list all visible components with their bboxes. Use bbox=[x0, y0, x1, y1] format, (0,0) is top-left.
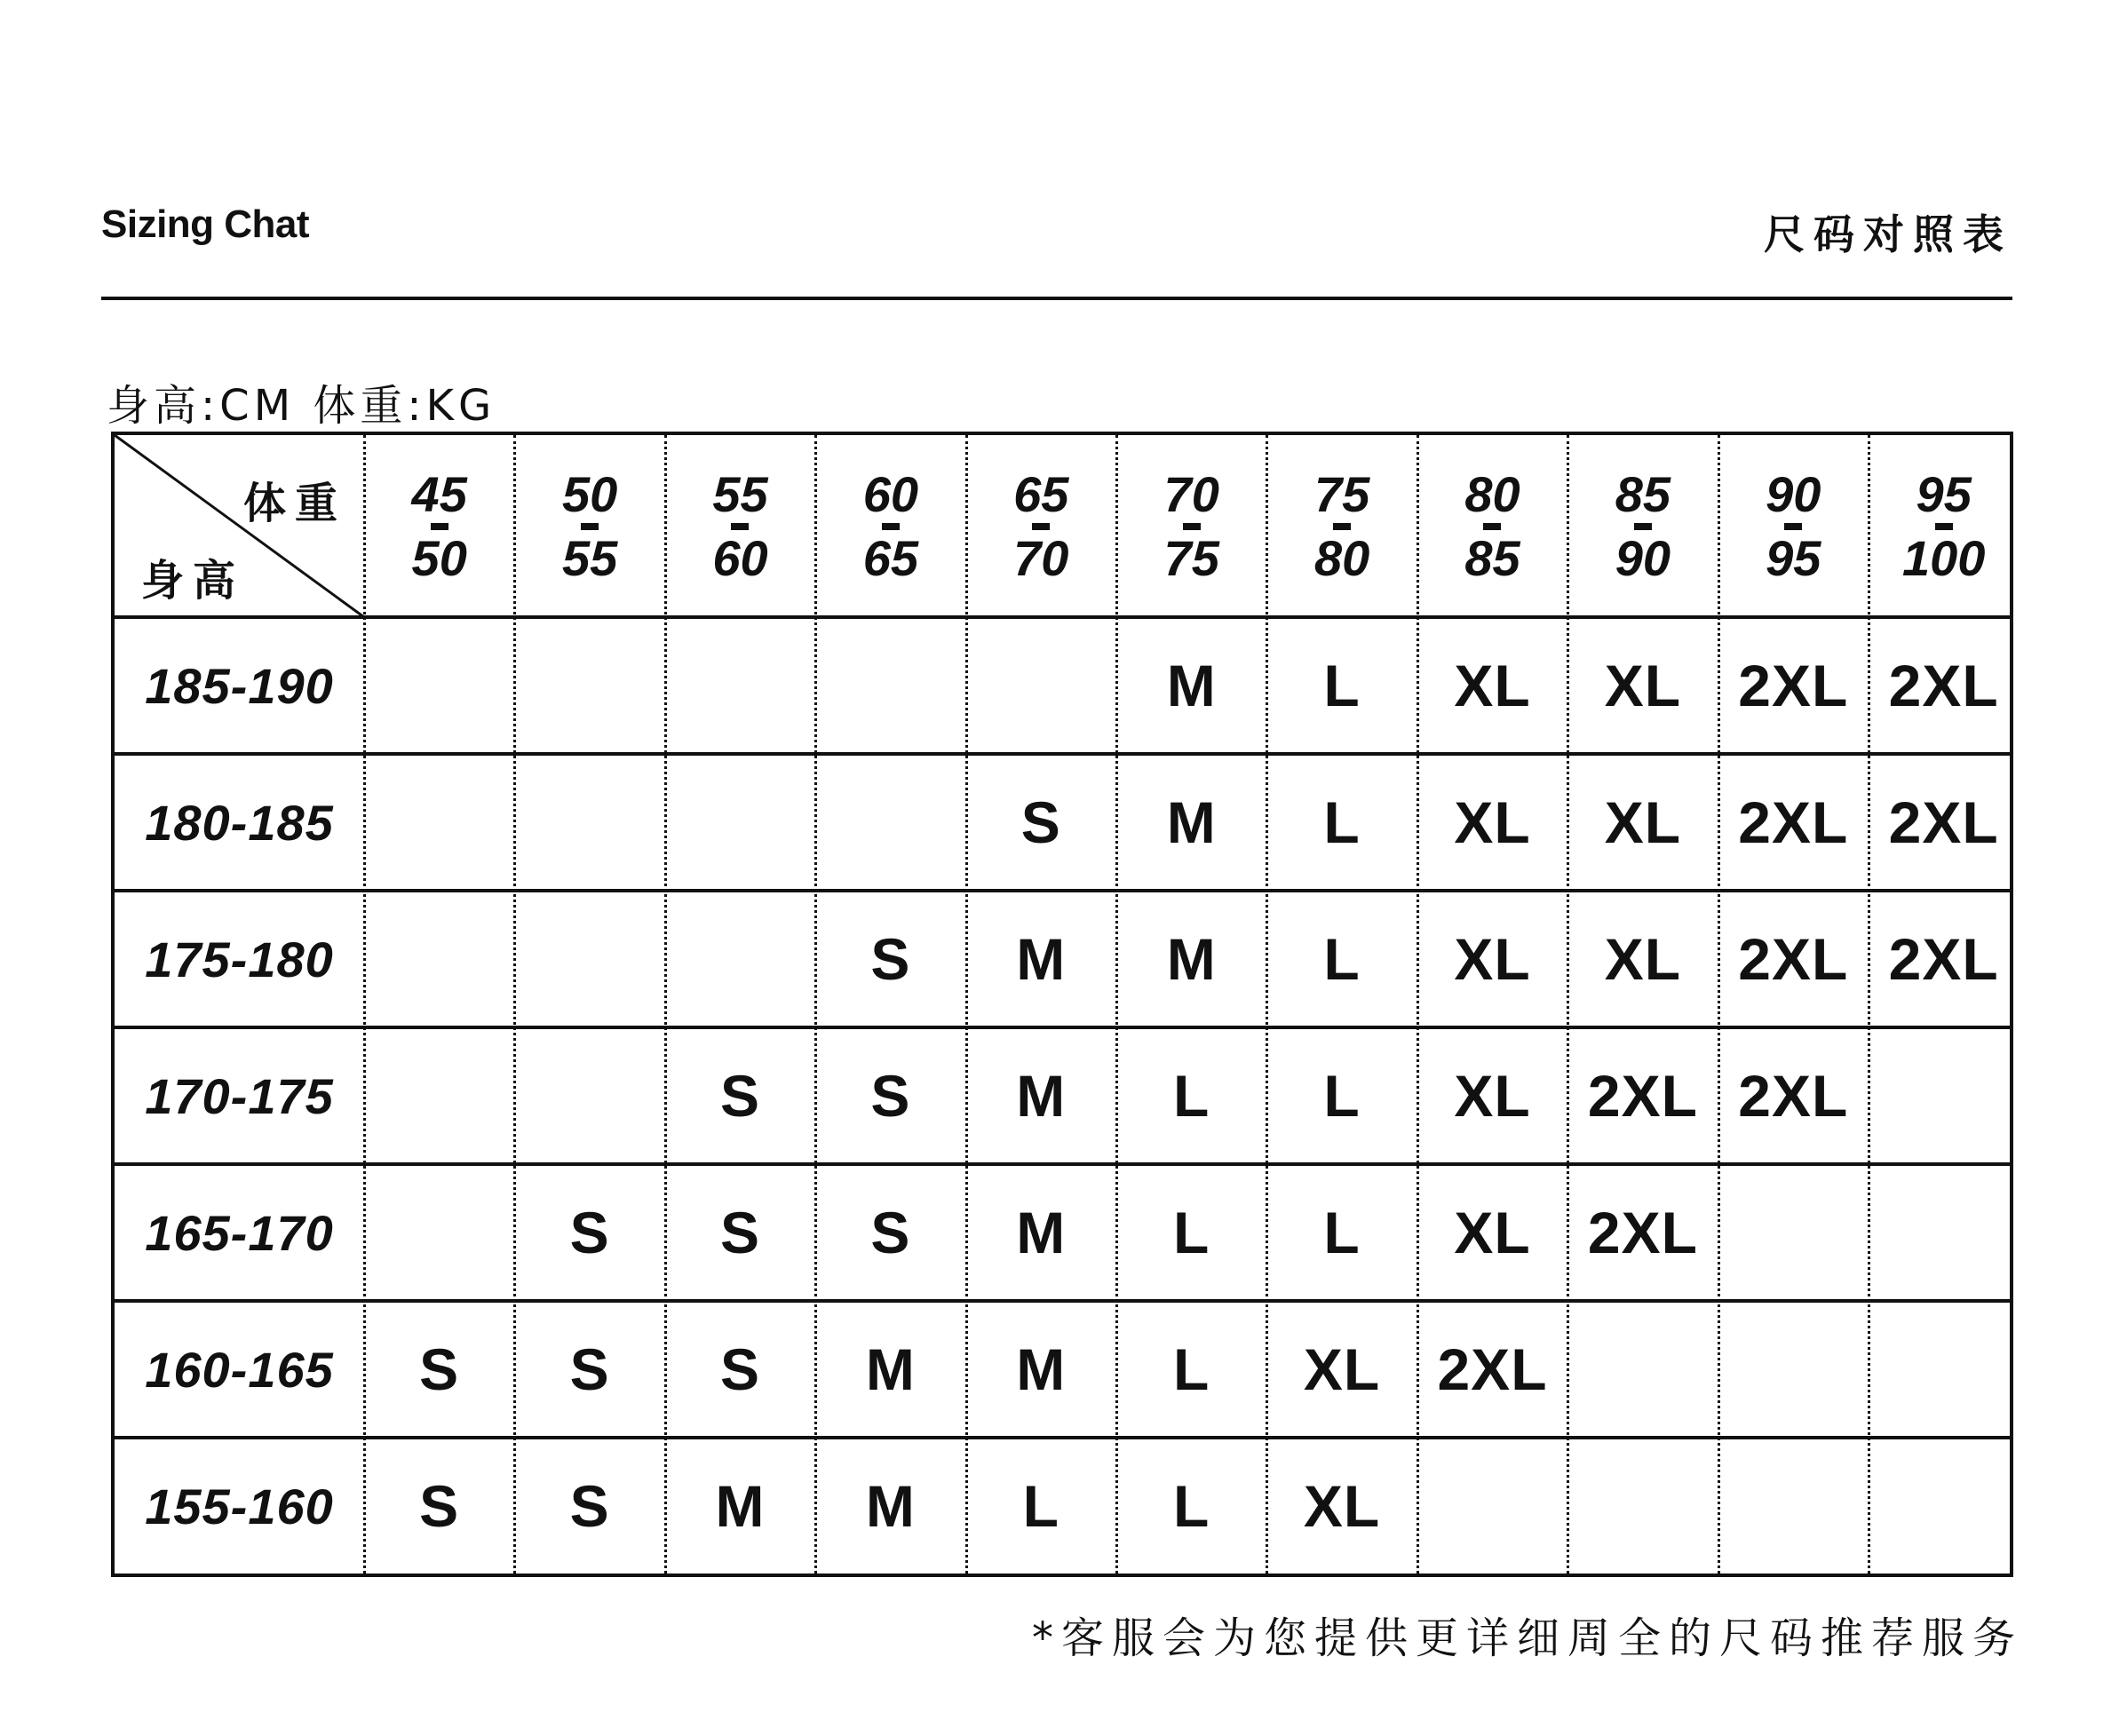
size-cell: S bbox=[870, 1200, 911, 1265]
size-cell: S bbox=[569, 1336, 610, 1402]
size-cell: XL bbox=[1454, 926, 1531, 992]
weight-range-start: 75 bbox=[1313, 465, 1370, 522]
range-dash bbox=[882, 523, 900, 530]
weight-range-start: 85 bbox=[1615, 465, 1671, 522]
weight-column-header bbox=[1567, 435, 1718, 617]
range-dash bbox=[1183, 523, 1201, 530]
range-dash bbox=[731, 523, 749, 530]
size-cell: S bbox=[569, 1473, 610, 1539]
size-cell: XL bbox=[1604, 653, 1682, 718]
size-cell: M bbox=[865, 1336, 916, 1402]
corner-header-cell bbox=[115, 435, 364, 617]
range-dash bbox=[581, 523, 599, 530]
size-cell bbox=[1718, 1164, 1869, 1301]
size-cell: 2XL bbox=[1738, 789, 1849, 855]
height-axis-label: 身高 bbox=[141, 556, 245, 606]
size-cell: M bbox=[1016, 1063, 1067, 1129]
weight-range-start: 95 bbox=[1916, 465, 1972, 522]
weight-range-start: 90 bbox=[1766, 465, 1821, 522]
page-title-chinese: 尺码对照表 bbox=[1764, 210, 2012, 258]
size-cell bbox=[1869, 1301, 2019, 1438]
height-row-label: 170-175 bbox=[145, 1067, 334, 1124]
size-cell: M bbox=[865, 1473, 916, 1539]
size-cell bbox=[364, 1027, 514, 1164]
weight-range-end: 70 bbox=[1013, 529, 1069, 586]
size-cell: S bbox=[870, 926, 911, 992]
size-cell bbox=[1718, 1301, 1869, 1438]
size-cell: L bbox=[1173, 1200, 1210, 1265]
weight-range-start: 50 bbox=[561, 465, 618, 522]
range-dash bbox=[1784, 523, 1802, 530]
weight-range-end: 100 bbox=[1901, 529, 1986, 586]
size-cell: S bbox=[719, 1063, 760, 1129]
size-cell: L bbox=[1022, 1473, 1059, 1539]
size-cell: 2XL bbox=[1888, 926, 1999, 992]
size-cell: XL bbox=[1454, 653, 1531, 718]
weight-column-header bbox=[665, 435, 815, 617]
height-row-label: 160-165 bbox=[145, 1341, 334, 1398]
size-cell: L bbox=[1323, 653, 1361, 718]
size-cell: M bbox=[1016, 926, 1067, 992]
size-cell: S bbox=[1020, 789, 1061, 855]
size-cell: S bbox=[870, 1063, 911, 1129]
size-cell: M bbox=[1016, 1336, 1067, 1402]
size-cell: L bbox=[1173, 1063, 1210, 1129]
size-cell: L bbox=[1173, 1336, 1210, 1402]
size-cell: S bbox=[719, 1336, 760, 1402]
weight-range-start: 60 bbox=[862, 465, 919, 522]
size-cell bbox=[665, 754, 815, 891]
range-dash bbox=[1634, 523, 1652, 530]
weight-column-header bbox=[1869, 435, 2019, 617]
range-dash bbox=[431, 523, 448, 530]
size-cell bbox=[1567, 1438, 1718, 1574]
weight-range-end: 80 bbox=[1313, 529, 1370, 586]
weight-range-end: 60 bbox=[712, 529, 768, 586]
size-cell: L bbox=[1323, 1063, 1361, 1129]
size-cell bbox=[514, 891, 664, 1027]
weight-range-start: 55 bbox=[712, 465, 768, 522]
size-cell bbox=[815, 754, 965, 891]
height-row-label: 180-185 bbox=[145, 794, 334, 851]
weight-range-end: 75 bbox=[1163, 529, 1219, 586]
size-cell bbox=[1417, 1438, 1567, 1574]
size-cell: XL bbox=[1454, 1063, 1531, 1129]
size-cell bbox=[1567, 1301, 1718, 1438]
weight-column-header bbox=[1266, 435, 1417, 617]
size-cell: 2XL bbox=[1738, 653, 1849, 718]
size-cell bbox=[364, 617, 514, 754]
size-cell: 2XL bbox=[1738, 1063, 1849, 1129]
weight-column-header bbox=[514, 435, 664, 617]
size-cell: XL bbox=[1454, 789, 1531, 855]
size-cell: 2XL bbox=[1888, 789, 1999, 855]
size-cell: XL bbox=[1303, 1473, 1381, 1539]
weight-column-header bbox=[1718, 435, 1869, 617]
weight-range-start: 80 bbox=[1464, 465, 1520, 522]
size-cell bbox=[1869, 1438, 2019, 1574]
size-cell: 2XL bbox=[1437, 1336, 1548, 1402]
height-row-label: 185-190 bbox=[145, 657, 334, 714]
size-cell: M bbox=[1166, 926, 1217, 992]
range-dash bbox=[1333, 523, 1351, 530]
size-cell: XL bbox=[1604, 789, 1682, 855]
size-cell: S bbox=[569, 1200, 610, 1265]
size-cell: L bbox=[1323, 789, 1361, 855]
size-cell: L bbox=[1323, 926, 1361, 992]
weight-range-end: 65 bbox=[862, 529, 919, 586]
size-chart-table bbox=[111, 432, 2013, 1577]
units-label: 身高:CM 体重:KG bbox=[107, 381, 496, 431]
height-row-label: 155-160 bbox=[145, 1478, 334, 1534]
weight-range-start: 70 bbox=[1163, 465, 1219, 522]
range-dash bbox=[1483, 523, 1501, 530]
size-cell bbox=[665, 617, 815, 754]
size-cell bbox=[815, 617, 965, 754]
header-divider bbox=[101, 297, 2012, 300]
page-title-english: Sizing Chat bbox=[101, 202, 310, 246]
size-cell: 2XL bbox=[1888, 653, 1999, 718]
size-cell: S bbox=[419, 1473, 460, 1539]
size-cell: L bbox=[1173, 1473, 1210, 1539]
size-cell bbox=[364, 891, 514, 1027]
size-cell bbox=[1718, 1438, 1869, 1574]
weight-range-end: 95 bbox=[1766, 529, 1821, 586]
size-cell bbox=[514, 754, 664, 891]
footnote: *客服会为您提供更详细周全的尺码推荐服务 bbox=[1031, 1613, 2023, 1663]
size-cell bbox=[364, 1164, 514, 1301]
size-cell: XL bbox=[1303, 1336, 1381, 1402]
weight-axis-label: 体重 bbox=[242, 479, 346, 528]
size-cell bbox=[665, 891, 815, 1027]
size-cell: M bbox=[715, 1473, 766, 1539]
size-cell bbox=[514, 1027, 664, 1164]
size-cell: M bbox=[1016, 1200, 1067, 1265]
height-row-label: 165-170 bbox=[145, 1204, 334, 1261]
size-cell bbox=[1869, 1164, 2019, 1301]
weight-range-start: 45 bbox=[411, 465, 467, 522]
weight-range-end: 85 bbox=[1464, 529, 1520, 586]
weight-column-header bbox=[815, 435, 965, 617]
weight-column-header bbox=[1417, 435, 1567, 617]
size-cell: XL bbox=[1454, 1200, 1531, 1265]
range-dash bbox=[1935, 523, 1953, 530]
size-cell: 2XL bbox=[1587, 1200, 1698, 1265]
size-cell: S bbox=[719, 1200, 760, 1265]
height-row-label: 175-180 bbox=[145, 931, 334, 987]
size-cell: 2XL bbox=[1738, 926, 1849, 992]
weight-range-end: 90 bbox=[1615, 529, 1671, 586]
size-cell bbox=[1869, 1027, 2019, 1164]
weight-column-header bbox=[364, 435, 514, 617]
weight-range-start: 65 bbox=[1013, 465, 1069, 522]
size-cell bbox=[364, 754, 514, 891]
size-cell bbox=[514, 617, 664, 754]
size-cell bbox=[966, 617, 1116, 754]
weight-range-end: 55 bbox=[561, 529, 618, 586]
weight-column-header bbox=[1116, 435, 1266, 617]
size-cell: M bbox=[1166, 653, 1217, 718]
size-cell: 2XL bbox=[1587, 1063, 1698, 1129]
size-cell: L bbox=[1323, 1200, 1361, 1265]
weight-range-end: 50 bbox=[411, 529, 467, 586]
range-dash bbox=[1032, 523, 1050, 530]
size-cell: M bbox=[1166, 789, 1217, 855]
size-cell: XL bbox=[1604, 926, 1682, 992]
size-cell: S bbox=[419, 1336, 460, 1402]
weight-column-header bbox=[966, 435, 1116, 617]
